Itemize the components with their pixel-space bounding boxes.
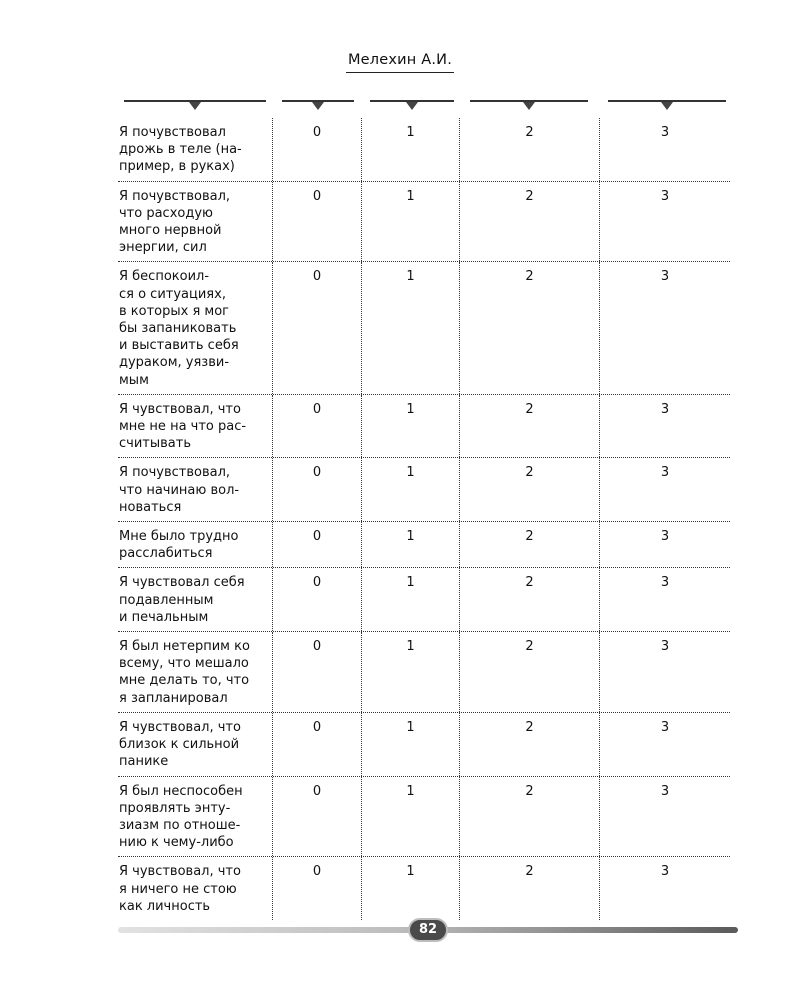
score-cell-3[interactable]: 3 — [599, 777, 730, 857]
score-cell-2[interactable]: 2 — [459, 395, 599, 458]
statement-cell: Я был неспособен проявлять энту- зиазм по отноше- нию к чему-либо — [119, 783, 243, 851]
questionnaire-table — [118, 118, 730, 920]
statement-cell: Я почувствовал, что расходую много нервной энергии, сил — [119, 188, 231, 256]
statement-cell: Я беспокоил- ся о ситуациях, в которых я мог бы запаниковать и выставить себя дураком, уязви- мым — [119, 269, 239, 388]
score-cell-2[interactable]: 2 — [459, 777, 599, 857]
score-cell-3[interactable]: 3 — [599, 713, 730, 776]
score-cell-0[interactable]: 0 — [272, 857, 361, 920]
score-cell-2[interactable]: 2 — [459, 568, 599, 631]
table-row — [118, 632, 730, 713]
table-row — [118, 262, 730, 394]
score-cell-2[interactable]: 2 — [459, 713, 599, 776]
score-cell-0[interactable]: 0 — [272, 522, 361, 567]
statement-cell: Я чувствовал, что я ничего не стою как личность — [119, 864, 241, 914]
column-header-2 — [470, 100, 588, 102]
score-cell-1[interactable]: 1 — [361, 713, 459, 776]
score-cell-1[interactable]: 1 — [361, 458, 459, 521]
table-row — [118, 395, 730, 459]
column-header-0 — [282, 100, 354, 102]
triangle-down-icon — [406, 102, 418, 110]
column-header-statement — [124, 100, 266, 102]
column-header-1 — [370, 100, 454, 102]
score-cell-2[interactable]: 2 — [459, 182, 599, 262]
score-cell-0[interactable]: 0 — [272, 182, 361, 262]
triangle-down-icon — [661, 102, 673, 110]
score-cell-2[interactable]: 2 — [459, 632, 599, 712]
score-cell-3[interactable]: 3 — [599, 857, 730, 920]
score-cell-1[interactable]: 1 — [361, 182, 459, 262]
triangle-down-icon — [523, 102, 535, 110]
score-cell-3[interactable]: 3 — [599, 395, 730, 458]
table-row — [118, 522, 730, 568]
score-cell-0[interactable]: 0 — [272, 395, 361, 458]
running-header — [0, 52, 800, 73]
table-row — [118, 777, 730, 858]
score-cell-0[interactable]: 0 — [272, 632, 361, 712]
table-row — [118, 857, 730, 920]
score-cell-1[interactable]: 1 — [361, 262, 459, 393]
table-row — [118, 458, 730, 522]
score-cell-1[interactable]: 1 — [361, 522, 459, 567]
column-header-3 — [608, 100, 726, 102]
statement-cell: Мне было трудно расслабиться — [119, 529, 239, 562]
score-cell-0[interactable]: 0 — [272, 118, 361, 181]
score-cell-1[interactable]: 1 — [361, 857, 459, 920]
score-cell-1[interactable]: 1 — [361, 632, 459, 712]
statement-cell: Я почувствовал, что начинаю вол- новаться — [119, 465, 240, 515]
score-cell-0[interactable]: 0 — [272, 458, 361, 521]
table-row — [118, 182, 730, 263]
score-cell-1[interactable]: 1 — [361, 568, 459, 631]
score-cell-0[interactable]: 0 — [272, 777, 361, 857]
statement-cell: Я чувствовал, что мне не на что рас- считывать — [119, 401, 247, 452]
score-cell-2[interactable]: 2 — [459, 522, 599, 567]
score-cell-3[interactable]: 3 — [599, 522, 730, 567]
table-row — [118, 568, 730, 632]
statement-cell: Я чувствовал себя подавленным и печальным — [119, 575, 245, 625]
score-cell-2[interactable]: 2 — [459, 857, 599, 920]
statement-cell: Я был нетерпим ко всему, что мешало мне делать то, что я запланировал — [119, 639, 250, 706]
score-cell-2[interactable]: 2 — [459, 118, 599, 181]
score-cell-1[interactable]: 1 — [361, 777, 459, 857]
score-cell-1[interactable]: 1 — [361, 118, 459, 181]
table-row — [118, 118, 730, 182]
author-name: Мелехин А.И. — [346, 52, 454, 73]
score-cell-0[interactable]: 0 — [272, 713, 361, 776]
score-cell-3[interactable]: 3 — [599, 458, 730, 521]
score-cell-0[interactable]: 0 — [272, 262, 361, 393]
score-cell-3[interactable]: 3 — [599, 568, 730, 631]
table-row — [118, 713, 730, 777]
score-cell-1[interactable]: 1 — [361, 395, 459, 458]
statement-cell: Я чувствовал, что близок к сильной панике — [119, 719, 241, 770]
score-cell-3[interactable]: 3 — [599, 182, 730, 262]
score-cell-0[interactable]: 0 — [272, 568, 361, 631]
score-cell-2[interactable]: 2 — [459, 262, 599, 393]
score-cell-3[interactable]: 3 — [599, 632, 730, 712]
triangle-down-icon — [312, 102, 324, 110]
triangle-down-icon — [189, 102, 201, 110]
statement-cell: Я почувствовал дрожь в теле (на- пример, в руках) — [119, 125, 242, 175]
page-number: 82 — [408, 918, 448, 942]
score-cell-3[interactable]: 3 — [599, 118, 730, 181]
score-cell-2[interactable]: 2 — [459, 458, 599, 521]
score-cell-3[interactable]: 3 — [599, 262, 730, 393]
